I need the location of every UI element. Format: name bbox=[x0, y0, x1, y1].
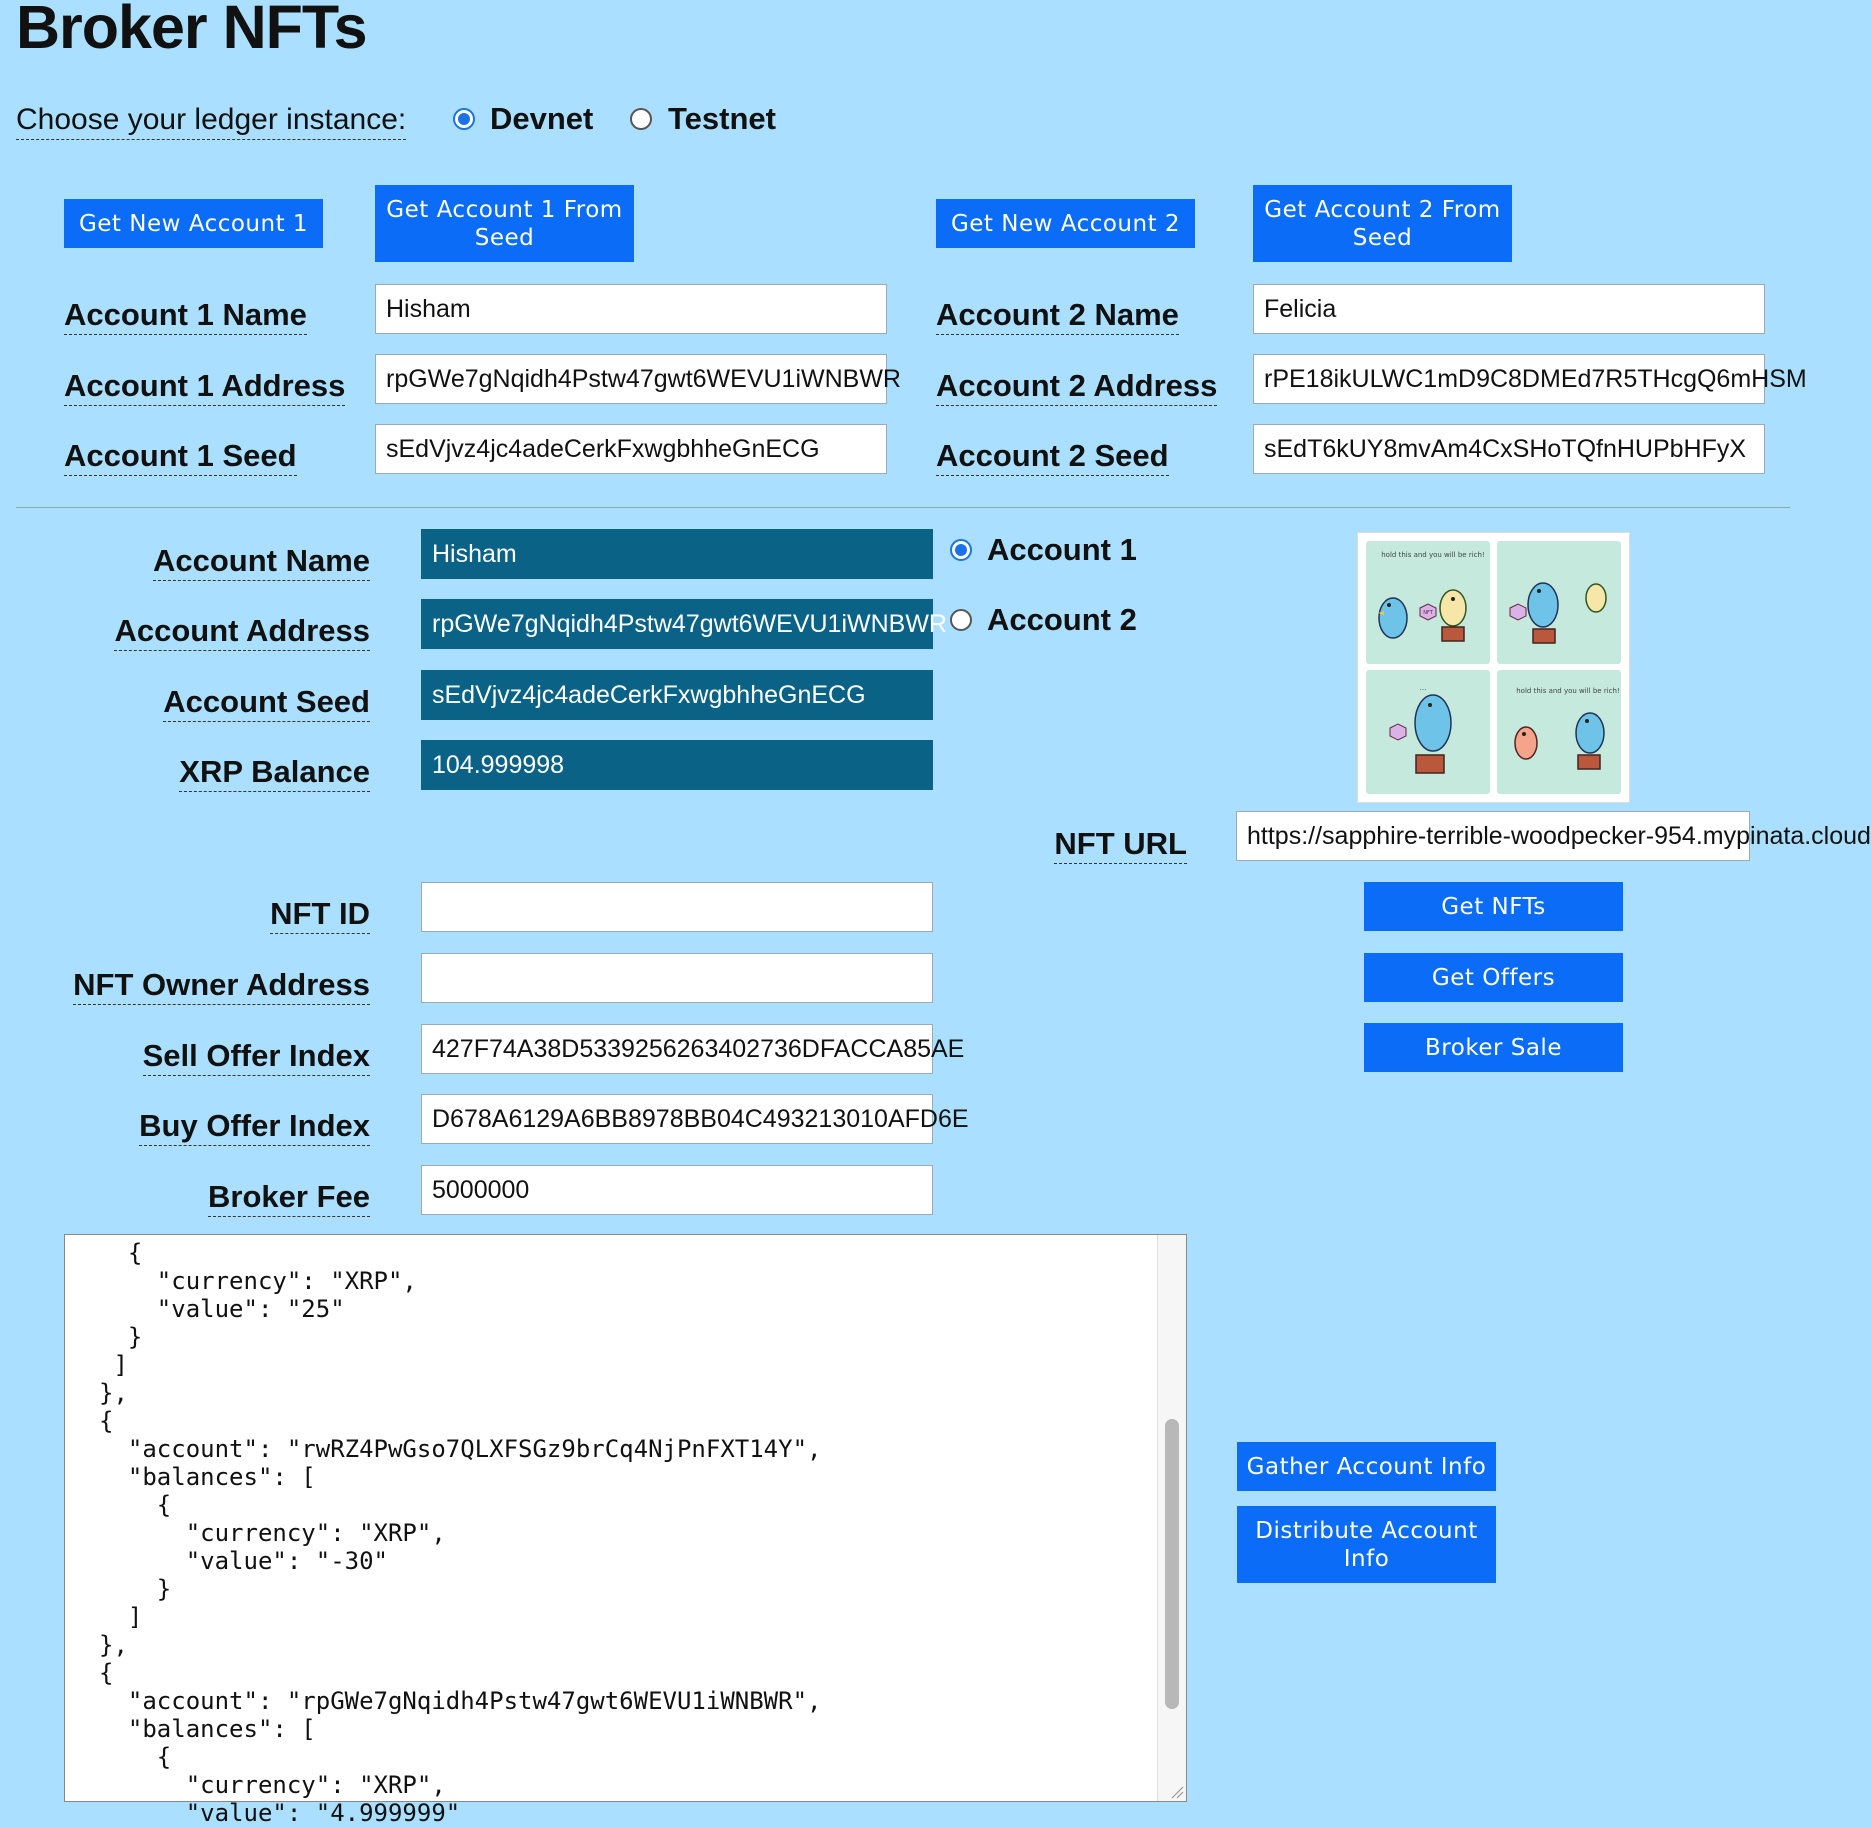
testnet-label: Testnet bbox=[668, 101, 776, 136]
broker-sale-button[interactable]: Broker Sale bbox=[1364, 1023, 1623, 1072]
account-1-seed-input[interactable]: sEdVjvz4jc4adeCerkFxwgbhheGnECG bbox=[375, 424, 887, 474]
buy-offer-index-label: Buy Offer Index bbox=[139, 1107, 370, 1146]
account-1-address-label: Account 1 Address bbox=[64, 367, 345, 406]
account-1-name-label: Account 1 Name bbox=[64, 296, 307, 335]
broker-fee-label: Broker Fee bbox=[208, 1178, 370, 1217]
account-1-seed-label: Account 1 Seed bbox=[64, 437, 297, 476]
get-nfts-button[interactable]: Get NFTs bbox=[1364, 882, 1623, 931]
comic-speech-1: hold this and you will be rich! bbox=[1381, 551, 1485, 559]
account-2-seed-label: Account 2 Seed bbox=[936, 437, 1169, 476]
account-seed-input[interactable]: sEdVjvz4jc4adeCerkFxwgbhheGnECG bbox=[421, 670, 933, 720]
sell-offer-index-label: Sell Offer Index bbox=[143, 1037, 370, 1076]
account-name-input[interactable]: Hisham bbox=[421, 529, 933, 579]
section-divider bbox=[16, 507, 1790, 508]
account-1-name-input[interactable]: Hisham bbox=[375, 284, 887, 334]
page-title: Broker NFTs bbox=[16, 0, 367, 61]
get-account-1-from-seed-button[interactable]: Get Account 1 From Seed bbox=[375, 185, 634, 262]
scrollbar-thumb[interactable] bbox=[1165, 1419, 1179, 1709]
account-seed-label: Account Seed bbox=[163, 683, 370, 722]
nft-url-label: NFT URL bbox=[1054, 825, 1187, 864]
nft-owner-address-label: NFT Owner Address bbox=[73, 966, 370, 1005]
account-address-label: Account Address bbox=[114, 612, 370, 651]
testnet-radio[interactable] bbox=[630, 108, 652, 130]
buy-offer-index-input[interactable]: D678A6129A6BB8978BB04C493213010AFD6E bbox=[421, 1094, 933, 1144]
account-2-name-input[interactable]: Felicia bbox=[1253, 284, 1765, 334]
account-name-label: Account Name bbox=[153, 542, 370, 581]
results-scrollbar[interactable] bbox=[1157, 1235, 1186, 1801]
get-offers-button[interactable]: Get Offers bbox=[1364, 953, 1623, 1002]
sell-offer-index-input[interactable]: 427F74A38D5339256263402736DFACCA85AE bbox=[421, 1024, 933, 1074]
results-text: { "currency": "XRP", "value": "25" } ] }, { "account": "rwRZ4PwGso7QLXFSGz9brCq4NjPnFXT14Y", "balances": [ { "currency": "XRP", "value": "-30" } ] }, { "account": "rpGWe7gNqidh4Pstw47gwt6WEVU1iWNBWR", "balances": [ { "currency": "XRP", "value": "4.999999" bbox=[99, 1239, 822, 1827]
get-account-2-from-seed-button[interactable]: Get Account 2 From Seed bbox=[1253, 185, 1512, 262]
xrp-balance-input[interactable]: 104.999998 bbox=[421, 740, 933, 790]
devnet-label: Devnet bbox=[490, 101, 594, 136]
account-2-seed-input[interactable]: sEdT6kUY8mvAm4CxSHoTQfnHUPbHFyX bbox=[1253, 424, 1765, 474]
account-2-radio-label: Account 2 bbox=[987, 602, 1137, 637]
resize-grip-icon[interactable] bbox=[1168, 1783, 1184, 1799]
comic-tag-1: NFT bbox=[1423, 610, 1433, 616]
nft-owner-address-input[interactable] bbox=[421, 953, 933, 1003]
broker-fee-input[interactable]: 5000000 bbox=[421, 1165, 933, 1215]
nft-id-label: NFT ID bbox=[270, 895, 370, 934]
account-1-radio-label: Account 1 bbox=[987, 532, 1137, 567]
gather-account-info-button[interactable]: Gather Account Info bbox=[1237, 1442, 1496, 1491]
account-1-address-input[interactable]: rpGWe7gNqidh4Pstw47gwt6WEVU1iWNBWR bbox=[375, 354, 887, 404]
account-2-address-label: Account 2 Address bbox=[936, 367, 1217, 406]
comic-speech-3: hold this and you will be rich! bbox=[1516, 687, 1620, 695]
account-2-address-input[interactable]: rPE18ikULWC1mD9C8DMEd7R5THcgQ6mHSM bbox=[1253, 354, 1765, 404]
nft-comic-icon bbox=[1358, 533, 1629, 802]
xrp-balance-label: XRP Balance bbox=[179, 753, 370, 792]
results-textarea[interactable] bbox=[64, 1234, 1187, 1827]
get-new-account-2-button[interactable]: Get New Account 2 bbox=[936, 199, 1195, 248]
account-address-input[interactable]: rpGWe7gNqidh4Pstw47gwt6WEVU1iWNBWR bbox=[421, 599, 933, 649]
account-2-name-label: Account 2 Name bbox=[936, 296, 1179, 335]
nft-image bbox=[1357, 532, 1630, 803]
devnet-radio[interactable] bbox=[453, 108, 475, 130]
account-1-radio[interactable] bbox=[950, 539, 972, 561]
nft-url-input[interactable]: https://sapphire-terrible-woodpecker-954.mypinata.cloud bbox=[1236, 811, 1750, 861]
get-new-account-1-button[interactable]: Get New Account 1 bbox=[64, 199, 323, 248]
comic-speech-2: ... bbox=[1419, 684, 1427, 692]
account-2-radio[interactable] bbox=[950, 609, 972, 631]
nft-id-input[interactable] bbox=[421, 882, 933, 932]
ledger-label: Choose your ledger instance: bbox=[16, 101, 406, 140]
distribute-account-info-button[interactable]: Distribute Account Info bbox=[1237, 1506, 1496, 1583]
